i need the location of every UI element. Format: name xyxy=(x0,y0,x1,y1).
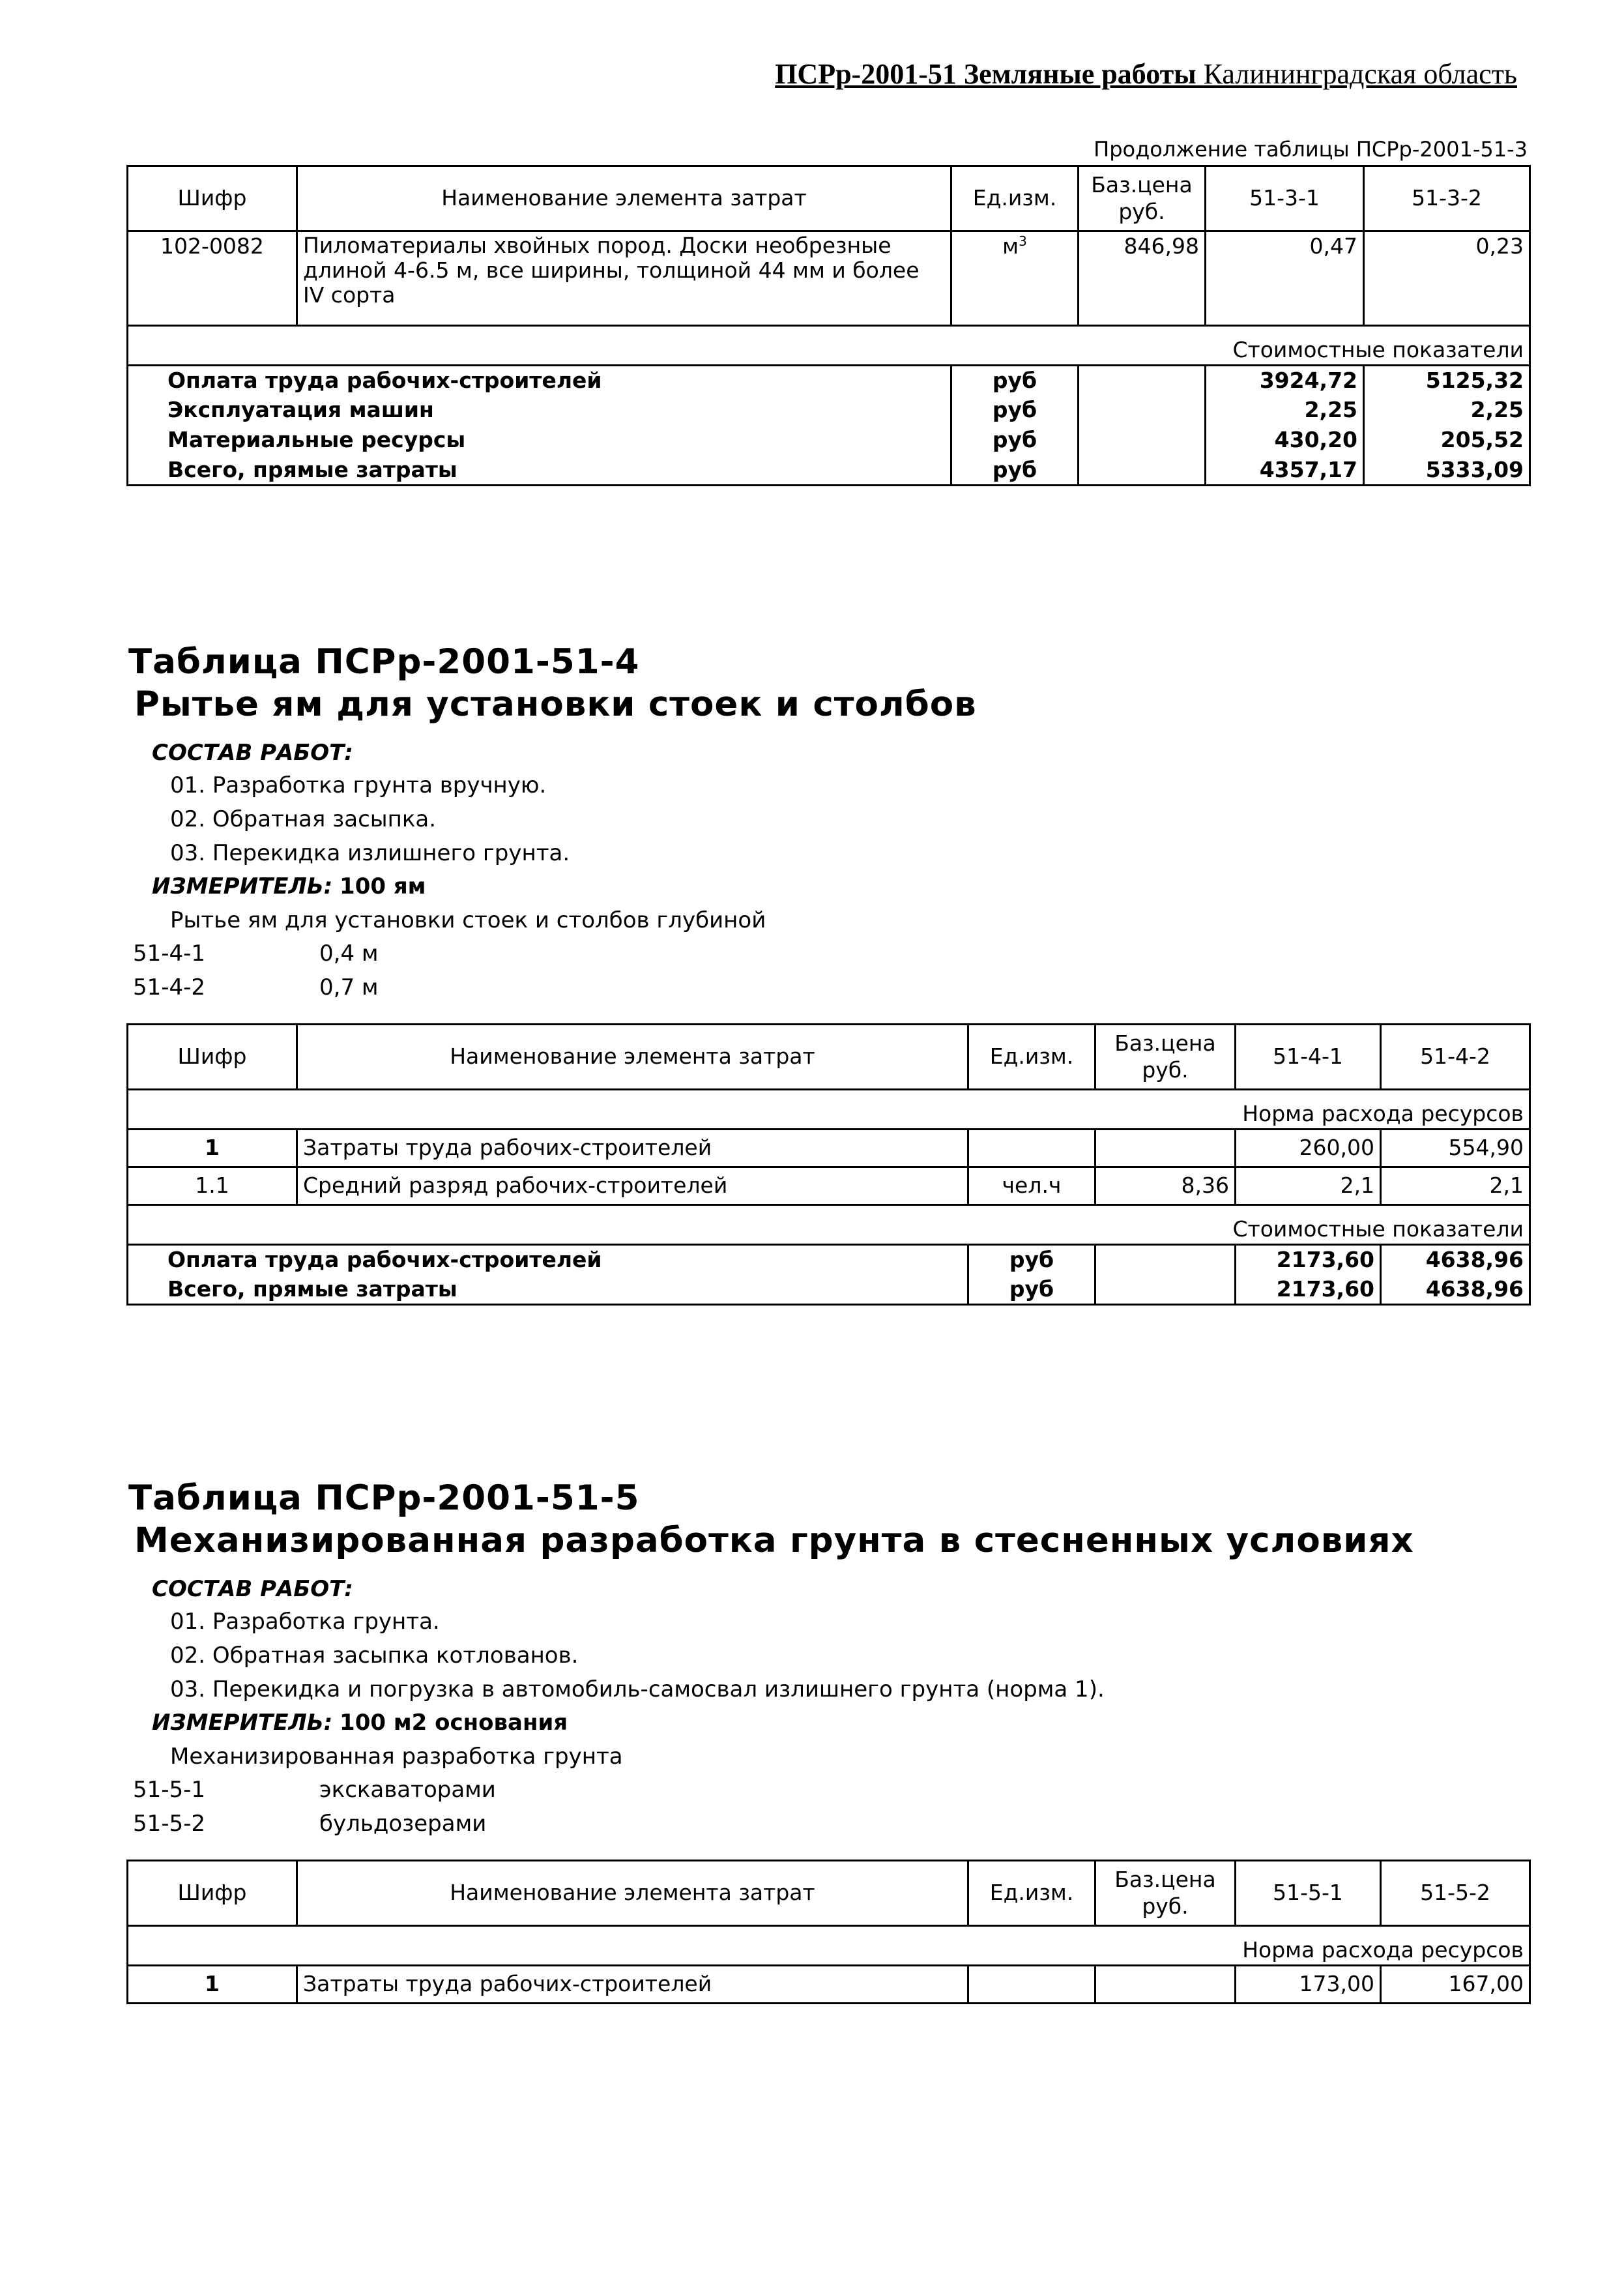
cell-value-a: 0,47 xyxy=(1206,231,1364,326)
meter-value: 100 м2 основания xyxy=(340,1710,568,1736)
work-item: 01. Разработка грунта вручную. xyxy=(170,772,547,798)
table-title: Таблица ПСРр-2001-51-4 xyxy=(128,642,640,682)
col-unit: Ед.изм. xyxy=(968,1861,1095,1926)
col-base-price: Баз.цена руб. xyxy=(1079,166,1206,231)
continuation-caption: Продолжение таблицы ПСРр-2001-51-3 xyxy=(1094,137,1528,162)
variants-description: Механизированная разработка грунта xyxy=(170,1744,623,1770)
col-variant-a: 51-3-1 xyxy=(1206,166,1364,231)
cell-cipher: 102-0082 xyxy=(128,231,297,326)
header-region: Калининградская область xyxy=(1203,58,1517,90)
col-variant-a: 51-5-1 xyxy=(1236,1861,1381,1926)
work-item: 02. Обратная засыпка котлованов. xyxy=(170,1642,579,1669)
cost-indicators-header: Стоимостные показатели xyxy=(128,1205,1530,1245)
cost-row: Оплата труда рабочих-строителей руб 3924,72 5125,32 xyxy=(128,366,1530,396)
col-name: Наименование элемента затрат xyxy=(297,166,951,231)
col-unit: Ед.изм. xyxy=(968,1025,1095,1090)
work-composition-label: СОСТАВ РАБОТ: xyxy=(152,740,353,766)
table-51-4 xyxy=(126,1023,1531,1306)
table-row: 1.1 Средний разряд рабочих-строителей чел.ч 8,36 2,1 2,1 xyxy=(128,1167,1530,1205)
variant-code: 51-5-1 xyxy=(133,1777,206,1803)
work-item: 03. Перекидка и погрузка в автомобиль-самосвал излишнего грунта (норма 1). xyxy=(170,1676,1105,1702)
cell-unit: $м^3$ xyxy=(951,231,1079,326)
cost-row: Оплата труда рабочих-строителей руб 2173,60 4638,96 xyxy=(128,1245,1530,1275)
running-header xyxy=(775,57,1517,91)
table-header-row xyxy=(128,1861,1530,1926)
col-variant-a: 51-4-1 xyxy=(1236,1025,1381,1090)
meter-line xyxy=(152,873,426,899)
table-subtitle: Механизированная разработка грунта в стесненных условиях xyxy=(134,1521,1414,1560)
col-variant-b: 51-4-2 xyxy=(1381,1025,1530,1090)
variant-text: 0,7 м xyxy=(319,974,379,1000)
cost-indicators-header: Стоимостные показатели xyxy=(128,326,1530,366)
col-base-price: Баз.цена руб. xyxy=(1095,1025,1236,1090)
variant-text: 0,4 м xyxy=(319,941,379,967)
col-unit: Ед.изм. xyxy=(951,166,1079,231)
col-variant-b: 51-5-2 xyxy=(1381,1861,1530,1926)
norm-header: Норма расхода ресурсов xyxy=(128,1926,1530,1966)
meter-label: ИЗМЕРИТЕЛЬ: xyxy=(152,873,333,899)
variant-code: 51-4-1 xyxy=(133,941,206,967)
meter-label: ИЗМЕРИТЕЛЬ: xyxy=(152,1710,333,1736)
table-title: Таблица ПСРр-2001-51-5 xyxy=(128,1478,640,1518)
col-cipher: Шифр xyxy=(128,1025,297,1090)
table-subtitle: Рытье ям для установки стоек и столбов xyxy=(134,684,977,724)
section-row xyxy=(128,326,1530,366)
header-code: ПСРр-2001-51 xyxy=(775,58,957,90)
table-header-row xyxy=(128,1025,1530,1090)
table-row: 1 Затраты труда рабочих-строителей 260,00 554,90 xyxy=(128,1130,1530,1167)
cell-price: 846,98 xyxy=(1079,231,1206,326)
col-name: Наименование элемента затрат xyxy=(297,1025,968,1090)
meter-value: 100 ям xyxy=(340,873,426,899)
section-row xyxy=(128,1090,1530,1130)
cost-row: Всего, прямые затраты руб 2173,60 4638,96 xyxy=(128,1275,1530,1305)
work-item: 01. Разработка грунта. xyxy=(170,1609,440,1635)
col-cipher: Шифр xyxy=(128,166,297,231)
variant-text: бульдозерами xyxy=(319,1811,487,1837)
table-row: 1 Затраты труда рабочих-строителей 173,00 167,00 xyxy=(128,1966,1530,2004)
table-header-row xyxy=(128,166,1530,231)
work-composition-label: СОСТАВ РАБОТ: xyxy=(152,1576,353,1602)
header-section: Земляные работы xyxy=(963,58,1196,90)
variant-code: 51-4-2 xyxy=(133,974,206,1000)
cost-row: Материальные ресурсы руб 430,20 205,52 xyxy=(128,426,1530,456)
cell-name: Пиломатериалы хвойных пород. Доски необрезные длиной 4-6.5 м, все ширины, толщиной 44 мм и более IV сорта xyxy=(297,231,951,326)
variants-description: Рытье ям для установки стоек и столбов глубиной xyxy=(170,907,766,933)
section-row xyxy=(128,1926,1530,1966)
table-row xyxy=(128,231,1530,326)
col-name: Наименование элемента затрат xyxy=(297,1861,968,1926)
variant-text: экскаваторами xyxy=(319,1777,496,1803)
col-cipher: Шифр xyxy=(128,1861,297,1926)
meter-line xyxy=(152,1710,568,1736)
table-51-5 xyxy=(126,1860,1531,2004)
cost-row: Всего, прямые затраты руб 4357,17 5333,09 xyxy=(128,456,1530,486)
cell-value-b: 0,23 xyxy=(1364,231,1530,326)
table-51-3 xyxy=(126,165,1531,486)
col-variant-b: 51-3-2 xyxy=(1364,166,1530,231)
section-row xyxy=(128,1205,1530,1245)
work-item: 03. Перекидка излишнего грунта. xyxy=(170,840,570,866)
norm-header: Норма расхода ресурсов xyxy=(128,1090,1530,1130)
work-item: 02. Обратная засыпка. xyxy=(170,806,437,832)
cost-row: Эксплуатация машин руб 2,25 2,25 xyxy=(128,396,1530,426)
variant-code: 51-5-2 xyxy=(133,1811,206,1837)
col-base-price: Баз.цена руб. xyxy=(1095,1861,1236,1926)
